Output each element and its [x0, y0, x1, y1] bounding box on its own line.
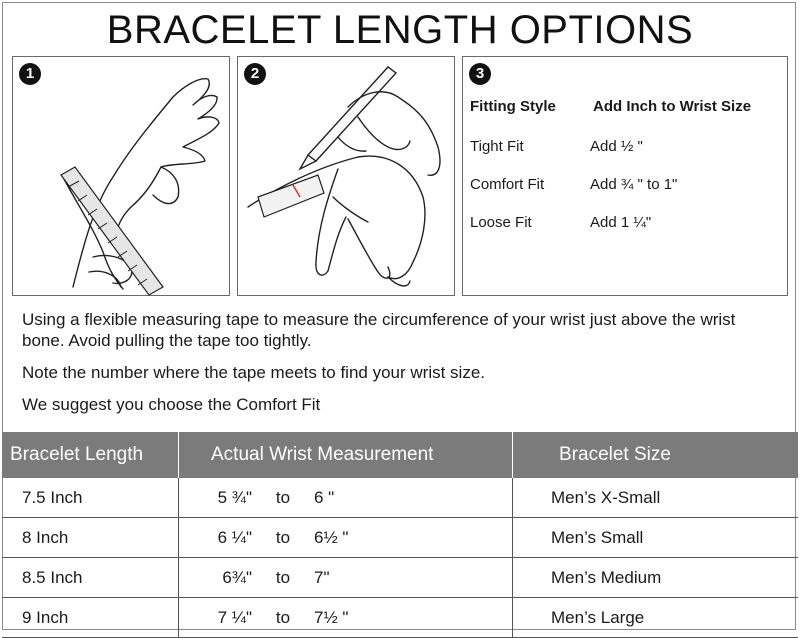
step-2-panel	[237, 56, 455, 296]
step-1-panel	[12, 56, 230, 296]
fitting-style-header: Fitting Style	[470, 98, 556, 115]
measure-to: to	[275, 487, 291, 507]
wrist-tape-illustration	[13, 57, 231, 297]
size-table	[2, 432, 798, 638]
fit-style-comfort: Comfort Fit	[470, 176, 545, 193]
row-length: 8 Inch	[2, 518, 179, 558]
measure-to: to	[275, 527, 291, 547]
row-measurement	[179, 518, 513, 558]
measure-from: 7 ¼"	[217, 607, 252, 627]
row-length: 9 Inch	[2, 598, 179, 638]
measure-upto: 6 "	[314, 487, 335, 507]
table-row	[2, 518, 798, 558]
row-size: Men’s Large	[513, 598, 799, 638]
pen-and-hand	[300, 67, 440, 175]
fit-add-loose: Add 1 ¼"	[590, 214, 652, 231]
fit-style-loose: Loose Fit	[470, 214, 532, 231]
step-3-panel	[462, 56, 788, 296]
fit-add-comfort: Add ¾ " to 1"	[590, 176, 678, 193]
row-size: Men’s X-Small	[513, 478, 799, 518]
page-title: BRACELET LENGTH OPTIONS	[106, 8, 694, 52]
row-size: Men’s Medium	[513, 558, 799, 598]
header-wrist-measurement: Actual Wrist Measurement	[179, 432, 513, 478]
step-2-badge: 2	[244, 63, 266, 85]
instruction-measure: Using a flexible measuring tape to measure the circumference of your wrist just above the wrist bone. Avoid pulling the tape too tightly.	[22, 310, 736, 350]
table-row	[2, 478, 798, 518]
row-length: 8.5 Inch	[2, 558, 179, 598]
table-row	[2, 558, 798, 598]
fit-add-tight: Add ½ "	[590, 138, 643, 155]
header-bracelet-size: Bracelet Size	[513, 432, 799, 478]
measure-upto: 7½ "	[314, 607, 349, 627]
step-1-badge: 1	[19, 63, 41, 85]
add-inch-header: Add Inch to Wrist Size	[593, 98, 752, 115]
measure-from: 5 ¾"	[217, 487, 252, 507]
wrist-pen-illustration	[238, 57, 456, 297]
measure-upto: 6½ "	[314, 527, 349, 547]
row-measurement	[179, 598, 513, 638]
measure-upto: 7"	[314, 567, 330, 587]
measure-to: to	[275, 567, 291, 587]
row-length: 7.5 Inch	[2, 478, 179, 518]
fit-style-tight: Tight Fit	[470, 138, 524, 155]
instruction-note: Note the number where the tape meets to find your wrist size.	[22, 363, 486, 382]
measure-from: 6¾"	[222, 567, 252, 587]
measure-from: 6 ¼"	[217, 527, 252, 547]
row-measurement	[179, 478, 513, 518]
instruction-suggest: We suggest you choose the Comfort Fit	[22, 395, 321, 414]
step-3-badge: 3	[469, 63, 491, 85]
row-size: Men’s Small	[513, 518, 799, 558]
table-row	[2, 598, 798, 638]
header-bracelet-length: Bracelet Length	[2, 432, 179, 478]
row-measurement	[179, 558, 513, 598]
size-table-header	[2, 432, 798, 478]
measure-to: to	[275, 607, 291, 627]
